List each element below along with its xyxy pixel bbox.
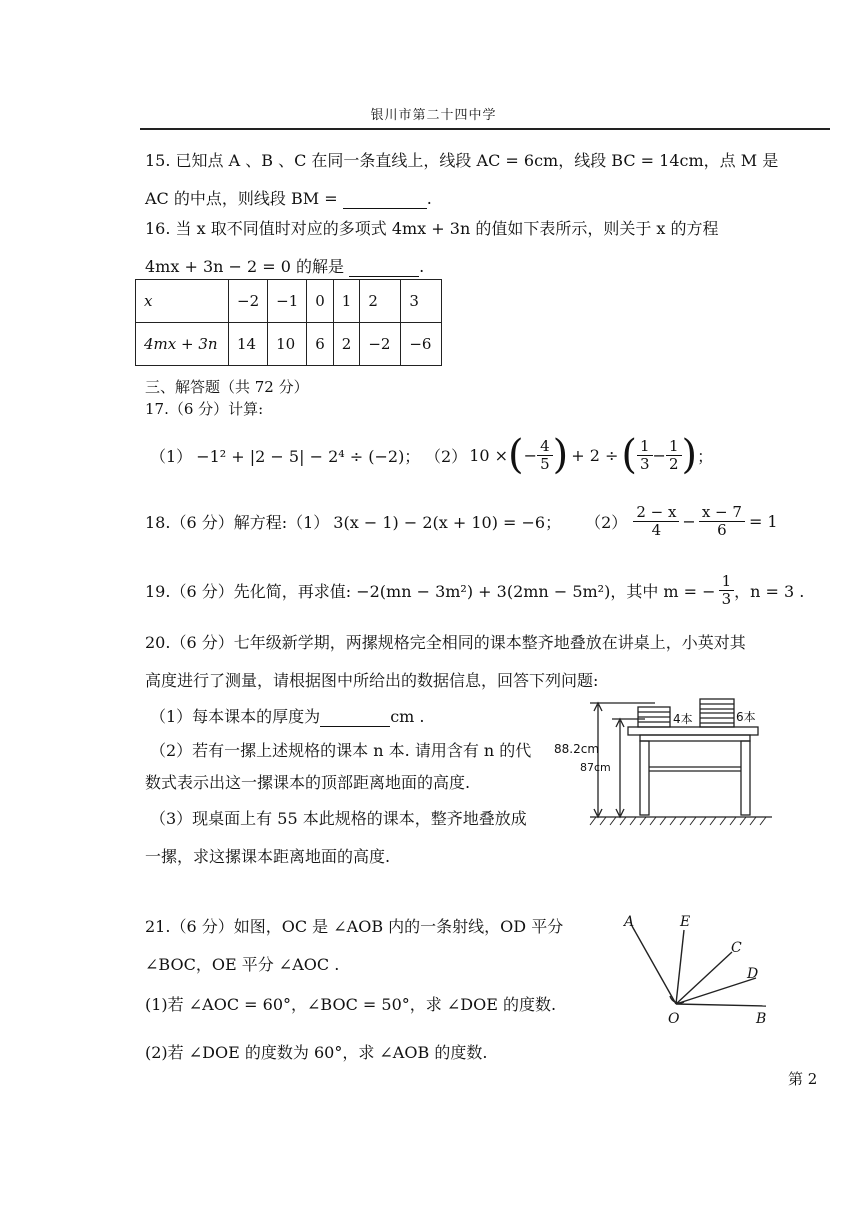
q15-answer-blank[interactable] [343,189,427,209]
q20-line2: 高度进行了测量，请根据图中所给出的数据信息，回答下列问题: [145,671,599,690]
q17-p2-a: 10 × [469,445,509,465]
q21-line1: 21.（6 分）如图，OC 是 ∠AOB 内的一条射线，OD 平分 [145,917,564,936]
page-header: 银川市第二十四中学 [370,108,497,123]
page-number: 第 2 [788,1070,818,1088]
table-cell: 6 [307,323,334,366]
point-c-label: C [731,940,742,956]
desk-leg [741,741,750,815]
q16-line1: 16. 当 x 取不同值时对应的多项式 4mx + 3n 的值如下表所示，则关于 x 的方程 [145,219,719,238]
desk-books-figure [554,695,775,830]
label-87cm: 87cm [580,761,611,774]
q20-s1-end: cm . [390,707,425,726]
table-cell: 10 [268,323,307,366]
q17-fraction-1-3 [637,438,653,472]
numerator: 1 [666,438,682,456]
ray-oe [676,930,684,1004]
q16-line2-text: 4mx + 3n − 2 = 0 的解是 [145,257,345,276]
table-cell: −1 [268,280,307,323]
table-cell: x [136,280,229,323]
table-cell: 14 [229,323,268,366]
q16-line2 [145,254,424,277]
numerator: 4 [537,438,553,456]
ray-oc [676,952,732,1004]
desk-leg [640,741,649,815]
table-cell: 1 [333,280,360,323]
q18-fraction-2 [699,504,745,538]
q16-answer-blank[interactable] [349,257,419,277]
paren-close: ) [552,432,569,478]
denominator: 6 [717,520,727,539]
point-b-label: B [756,1011,767,1027]
q20-sub2b: 数式表示出这一摞课本的顶部距离地面的高度. [145,773,471,792]
q21-line3: (1)若 ∠AOC = 60°，∠BOC = 50°，求 ∠DOE 的度数. [145,995,557,1014]
denominator: 3 [640,454,650,473]
numerator: x − 7 [699,504,745,522]
q17-part1 [150,430,420,480]
table-cell: 2 [333,323,360,366]
q20-sub2a: （2）若有一摞上述规格的课本 n 本. 请用含有 n 的代 [150,741,532,760]
ray-oa [632,926,676,1004]
q19-fraction [719,573,735,607]
table-cell: 2 [360,280,401,323]
header-rule [140,128,830,130]
q16-line2-end: . [419,257,425,276]
q20-line1: 20.（6 分）七年级新学期，两摞规格完全相同的课本整齐地叠放在讲桌上，小英对其 [145,633,746,652]
table-cell: 3 [401,280,442,323]
q17-p1-expr: −1² + |2 − 5| − 2⁴ ÷ (−2)； [196,446,421,466]
point-o-label: O [668,1011,680,1027]
point-e-label: E [680,914,691,930]
table-cell: 0 [307,280,334,323]
q17-p2-b: + 2 ÷ [571,445,619,465]
q21-line4: (2)若 ∠DOE 的度数为 60°，求 ∠AOB 的度数. [145,1043,488,1062]
label-4-books: 4本 [673,712,693,726]
q20-sub1 [150,704,425,727]
q18-title: 18.（6 分）解方程:（1） [145,512,330,532]
label-6-books: 6本 [736,710,756,724]
minus-sign: − [523,445,538,465]
q17-fraction-1-2 [666,438,682,472]
minus-sign: − [682,511,696,531]
table-cell: −2 [360,323,401,366]
paren-open: ( [508,432,524,478]
q18-p2-end: = 1 [748,511,778,531]
q19-end: ，n = 3 . [734,581,805,601]
q17-part2 [425,430,713,480]
q20-sub3b: 一摞，求这摞课本距离地面的高度. [145,847,391,866]
q15-line2-end: . [426,189,432,208]
denominator: 2 [668,454,679,473]
q17-title: 17.（6 分）计算: [145,400,264,418]
q18-line [145,498,778,544]
numerator: 2 − x [633,504,679,522]
desk-top [628,727,758,735]
q17-p2-label: （2） [425,446,468,466]
minus-sign: − [652,445,666,465]
table-cell: −2 [229,280,268,323]
point-a-label: A [624,914,635,930]
q20-sub3a: （3）现桌面上有 55 本此规格的课本，整齐地叠放成 [150,809,527,828]
table-row [136,280,442,323]
q18-p1-expr: 3(x − 1) − 2(x + 10) = −6； [333,512,562,532]
denominator: 3 [721,589,732,608]
q17-p2-end: ； [697,446,714,466]
q15-line1: 15. 已知点 A 、B 、C 在同一条直线上，线段 AC = 6cm，线段 BC = 14cm，点 M 是 [145,151,779,170]
q20-s1-text: （1）每本课本的厚度为 [150,707,321,726]
q18-fraction-1 [633,504,679,538]
angle-figure [618,910,778,1030]
q20-answer-blank[interactable] [320,707,390,727]
q19-text: 19.（6 分）先化简，再求值: −2(mn − 3m²) + 3(2mn − 5m²)，其中 m = − [145,581,716,601]
ray-ob [676,1004,766,1006]
q17-fraction-4-5 [537,438,553,472]
q16-value-table [135,279,442,366]
q19-line [145,566,804,614]
numerator: 1 [637,438,653,456]
denominator: 4 [651,520,662,539]
q15-line2-text: AC 的中点，则线段 BM = [145,189,338,208]
numerator: 1 [719,573,735,591]
ray-od [676,978,756,1004]
point-d-label: D [747,966,759,982]
denominator: 5 [540,454,550,473]
q21-line2: ∠BOC，OE 平分 ∠AOC . [145,955,340,974]
section-3-heading: 三、解答题（共 72 分） [145,378,309,396]
q15-line2 [145,186,432,209]
table-row [136,323,442,366]
table-cell: 4mx + 3n [136,323,229,366]
label-88-2cm: 88.2cm [554,742,600,756]
paren-close: ) [681,432,698,478]
paren-open: ( [621,432,637,478]
q17-p1-label: （1） [150,446,193,466]
table-cell: −6 [401,323,442,366]
q18-p2-label: （2） [585,512,628,532]
